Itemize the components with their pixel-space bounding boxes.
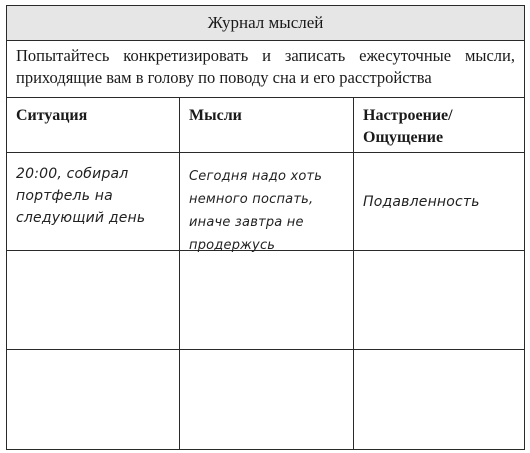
cell-situation (7, 153, 180, 250)
column-header-thoughts: Мысли (180, 98, 354, 152)
column-header-mood: Настроение/ Ощущение (363, 107, 453, 146)
journal-table (7, 98, 524, 450)
cell-mood (354, 153, 524, 250)
handwritten-thoughts: Сегодня надо хоть немного поспать, иначе завтра не продержусь (189, 169, 323, 253)
cell-situation (7, 350, 180, 450)
handwritten-situation: 20:00, собирал портфель на следующий день (16, 166, 146, 226)
cell-situation (7, 251, 180, 349)
cell-thoughts (180, 350, 354, 450)
column-header-situation: Ситуация (7, 98, 180, 152)
worksheet-title: Журнал мыслей (7, 6, 524, 41)
handwritten-mood: Подавленность (363, 193, 480, 210)
thought-journal-worksheet (6, 5, 525, 450)
table-row (7, 350, 524, 450)
table-header-row (7, 98, 524, 153)
cell-mood (354, 350, 524, 450)
table-row (7, 153, 524, 251)
worksheet-instruction: Попытайтесь конкретизировать и записать ежесуточные мысли, приходящие вам в голову по поводу сна и его расстройства (7, 41, 524, 98)
cell-thoughts (180, 251, 354, 349)
table-row (7, 251, 524, 350)
cell-thoughts (180, 153, 354, 253)
cell-mood (354, 251, 524, 349)
